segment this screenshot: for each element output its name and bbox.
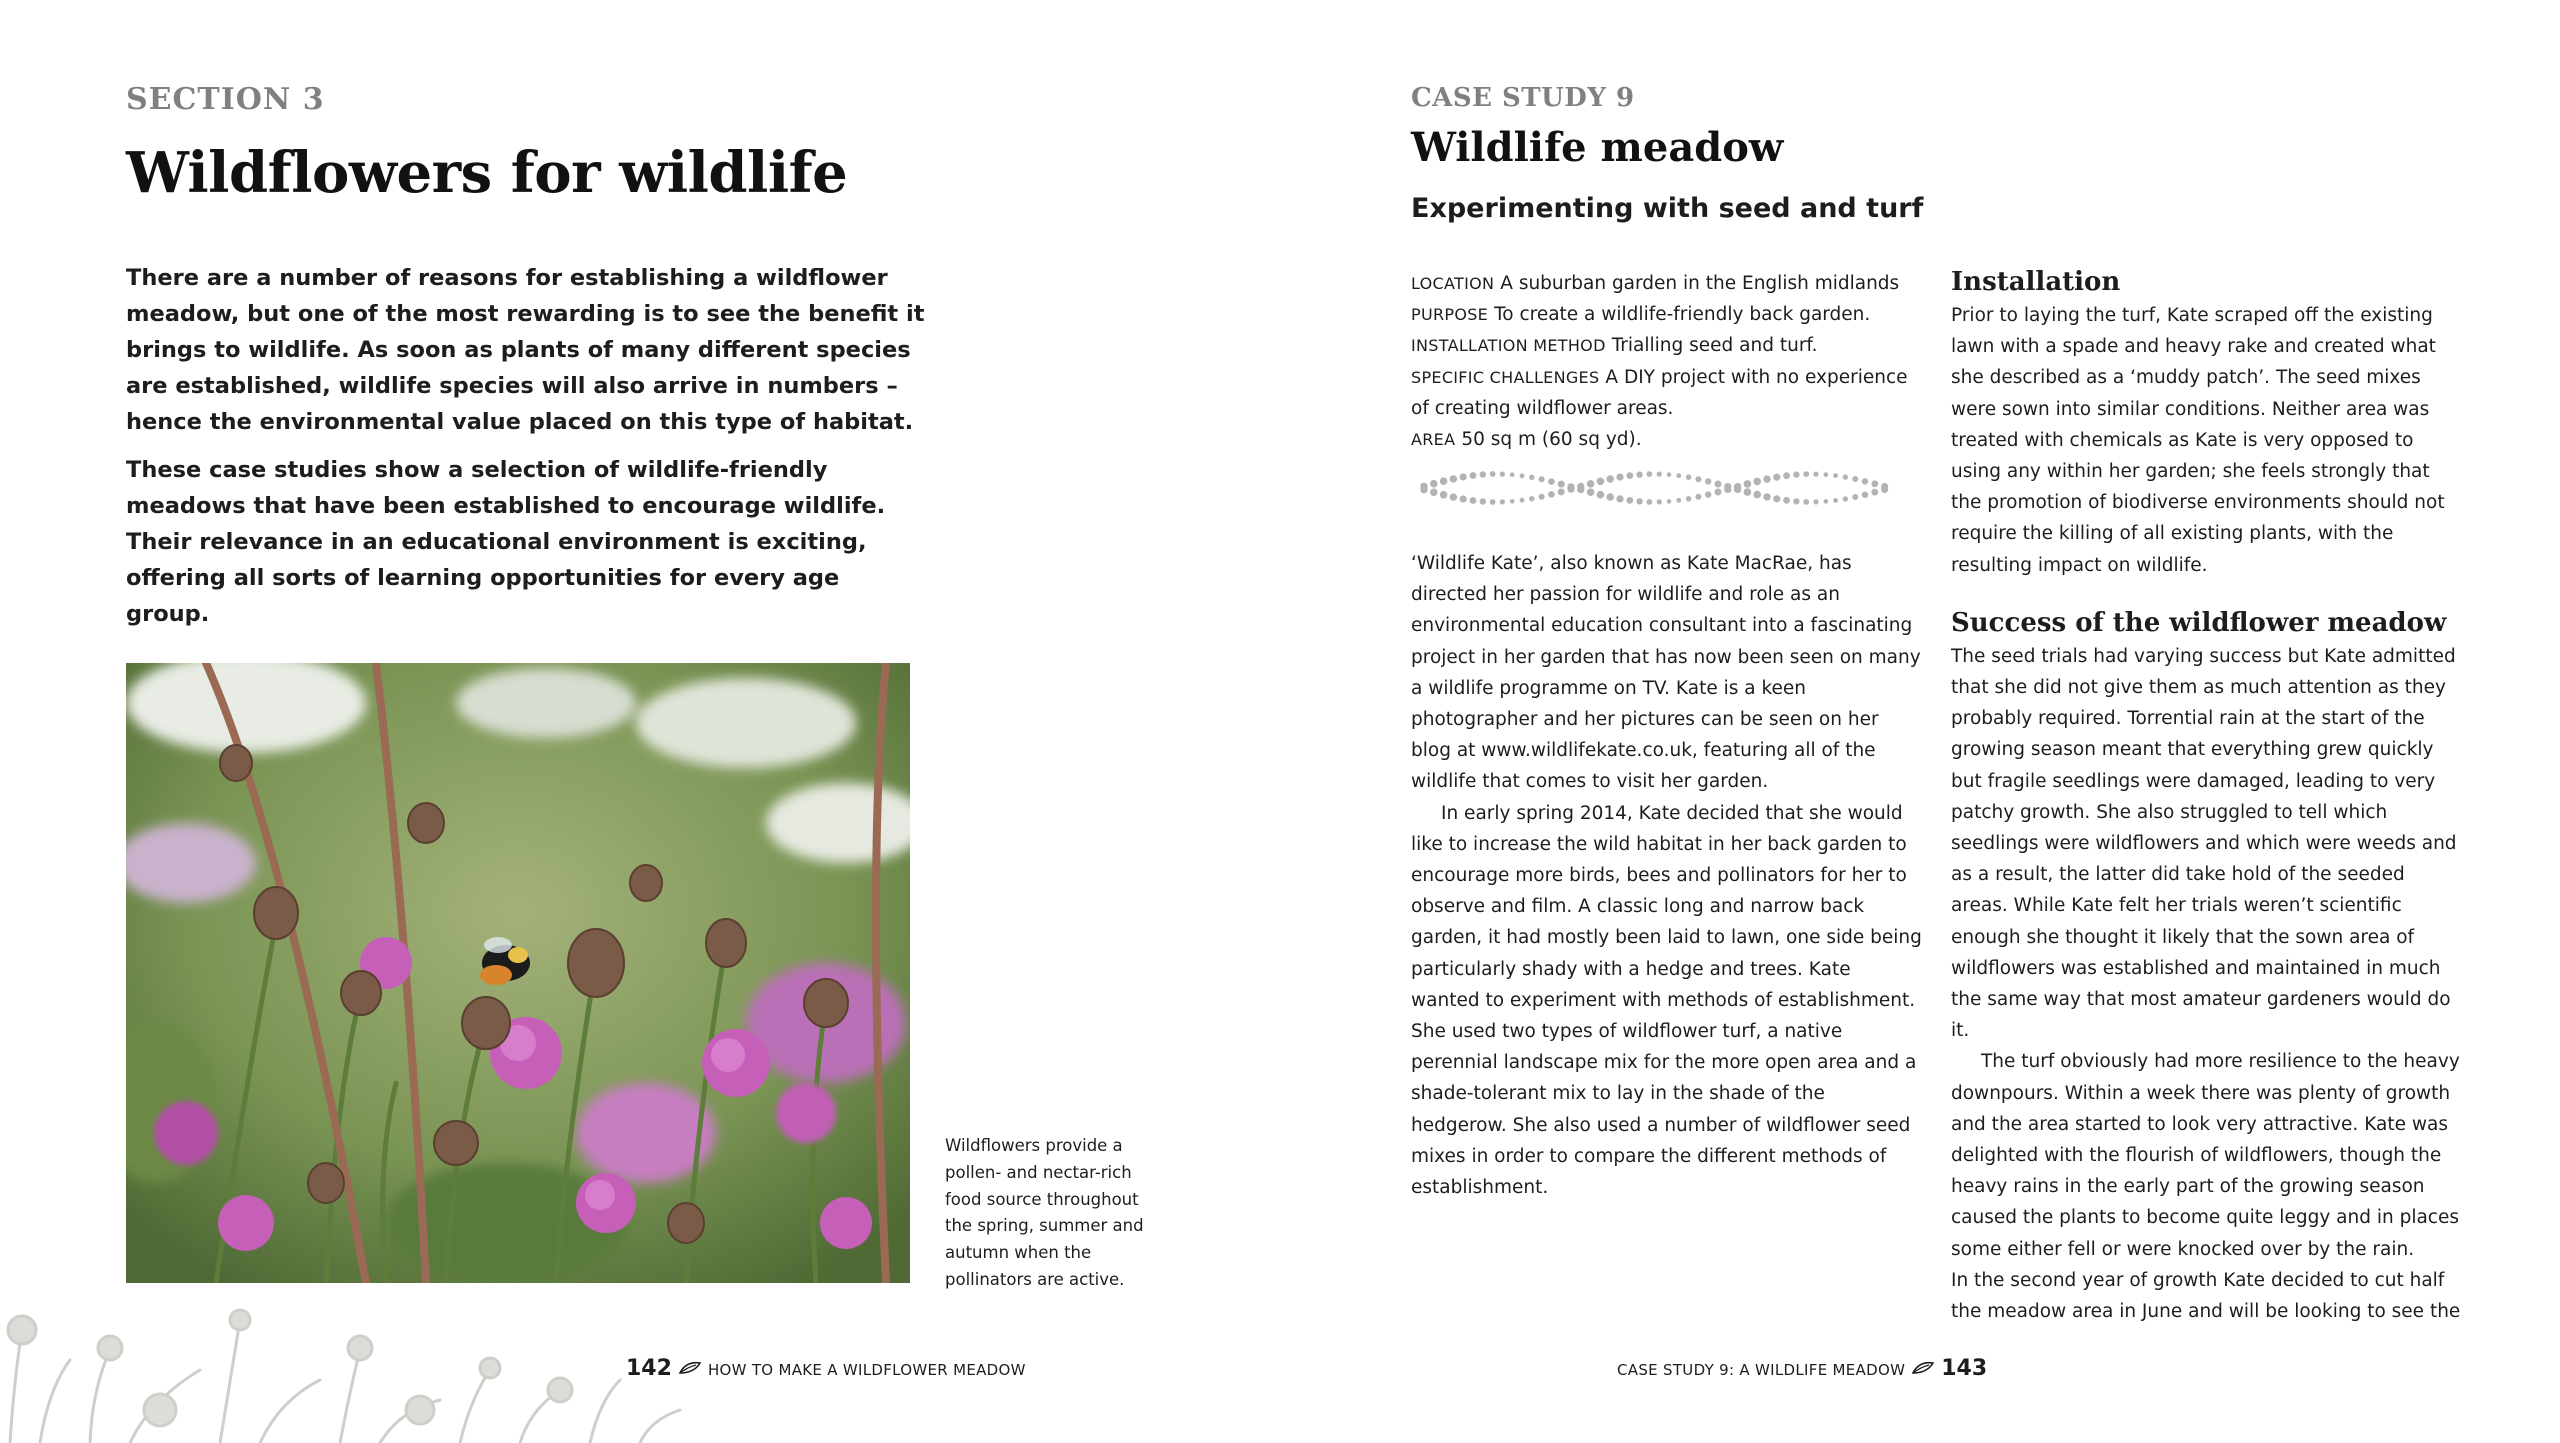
installation-heading: Installation: [1951, 267, 2121, 297]
divider-dot: [1676, 498, 1681, 503]
divider-dot: [1450, 475, 1457, 482]
divider-dot: [1440, 477, 1448, 485]
divider-dot: [1881, 483, 1888, 490]
case-study-subtitle: Experimenting with seed and turf: [1411, 193, 1924, 224]
divider-dot: [1715, 481, 1722, 488]
case-study-label: CASE STUDY 9: [1411, 83, 1635, 113]
fact-label: LOCATION: [1411, 274, 1495, 293]
wavy-dots-divider: [1418, 463, 1890, 513]
fact-location: [1411, 268, 1931, 299]
divider-dot: [1597, 478, 1605, 486]
divider-dot: [1539, 476, 1545, 482]
divider-dot: [1490, 499, 1496, 505]
fact-area: [1411, 424, 1931, 455]
fact-box: [1411, 268, 1931, 455]
divider-dot: [1813, 499, 1818, 504]
success-paragraph: The turf obviously had more resilience to the heavy downpours. Within a week there was plenty of growth and the area started to look very attractive. Kate was delighted with the flourish of wildflowers, though the heavy rains in the early part of the growing season caused the plants to become quite leggy and in places some either fell or were knocked over by the rain.: [1951, 1051, 2460, 1260]
divider-dot: [1862, 492, 1868, 498]
fact-label: PURPOSE: [1411, 305, 1489, 325]
divider-dot: [1813, 472, 1818, 477]
divider-dot: [1843, 474, 1848, 479]
divider-dot: [1695, 476, 1701, 482]
divider-dot: [1607, 475, 1614, 482]
leaf-icon: [678, 1361, 702, 1375]
body-paragraph: In early spring 2014, Kate decided that she would like to increase the wild habitat in her back garden to encourage more birds, bees and pollinators for her to observe and film. A classic long and narrow back garden, it had mostly been laid to lawn, one side being particularly shady with a hedge and trees. Kate wanted to experiment with methods of establishment. She used two types of wildflower turf, a native perennial landscape mix for the more open area and a shade-tolerant mix to lay in the shade of the hedgerow. She also used a number of wildflower seed mixes in order to compare the different methods of establishment.: [1411, 802, 1922, 1199]
fact-specific-challenges: [1411, 362, 1931, 424]
running-footer: CASE STUDY 9: A WILDLIFE MEADOW: [1617, 1361, 1906, 1379]
fact-value: To create a wildlife-friendly back garden.: [1494, 304, 1871, 326]
divider-dot: [1597, 491, 1605, 499]
divider-dot: [1783, 497, 1790, 504]
divider-dot: [1833, 498, 1838, 503]
divider-dot: [1667, 499, 1672, 504]
divider-dot: [1558, 481, 1565, 488]
running-footer: HOW TO MAKE A WILDFLOWER MEADOW: [707, 1361, 1026, 1379]
success-paragraph: In the second year of growth Kate decided to cut half the meadow area in June and will be looking to see the: [1951, 1269, 2461, 1323]
grass-silhouette: [0, 1290, 700, 1443]
divider-dot: [1852, 476, 1858, 482]
divider-dot: [1520, 473, 1525, 478]
divider-dot: [1636, 498, 1642, 504]
leaf-icon: [1911, 1361, 1935, 1375]
divider-dot: [1480, 471, 1486, 477]
divider-dot: [1793, 471, 1799, 477]
divider-dot: [1616, 474, 1623, 481]
divider-dot: [1470, 472, 1477, 479]
divider-dot: [1440, 491, 1448, 499]
fact-value: 50 sq m (60 sq yd).: [1461, 429, 1642, 451]
divider-dot: [1510, 499, 1515, 504]
fact-value: A suburban garden in the English midlands: [1500, 273, 1900, 294]
divider-dot: [1548, 478, 1555, 485]
folio-right: [1617, 1356, 1987, 1381]
divider-dot: [1577, 486, 1584, 493]
divider-dot: [1705, 491, 1711, 497]
divider-dot: [1843, 496, 1848, 501]
intro-text: [126, 260, 926, 644]
fact-label: SPECIFIC CHALLENGES: [1411, 367, 1600, 387]
photo-caption: Wildflowers provide a pollen- and nectar-rich food source throughout the spring, summer and autumn when the pollinators are active.: [945, 1136, 1144, 1289]
wildflower-photo-illustration: [126, 663, 910, 1283]
installation-paragraph: Prior to laying the turf, Kate scraped off the existing lawn with a spade and heavy rake and created what she described as a ‘muddy patch’. The seed mixes were sown into similar conditions. Neither area was treated with chemicals as Kate is very opposed to using any within her garden; she feels strongly that the promotion of biodiverse environments should not require the killing of all existing plants, with the resulting impact on wildlife.: [1951, 305, 2445, 576]
divider-dot: [1616, 495, 1623, 502]
divider-dot: [1548, 491, 1555, 498]
page-title: Wildflowers for wildlife: [126, 140, 848, 206]
divider-dot: [1647, 471, 1653, 477]
divider-dot: [1430, 489, 1438, 497]
body-column-right: [1951, 264, 2461, 1327]
divider-dot: [1803, 499, 1809, 505]
divider-dot: [1705, 478, 1711, 484]
success-paragraph: The seed trials had varying success but Kate admitted that she did not give them as much attention as they probably required. Torrential rain at the start of the growing season meant that everything grew quickly but fragile seedlings were damaged, leading to very patchy growth. She also struggled to tell which seedlings were wildflowers and which were weeds and as a result, the latter did take hold of the seeded areas. While Kate felt her trials weren’t scientific enough she thought it likely that the sown area of wildflowers was established and maintained in much the same way that most amateur gardeners would do it.: [1951, 645, 2457, 1042]
divider-dot: [1763, 475, 1770, 482]
divider-dot: [1833, 473, 1838, 478]
divider-dot: [1724, 486, 1731, 493]
divider-dot: [1763, 493, 1770, 500]
section-label: SECTION 3: [126, 82, 325, 117]
divider-dot: [1871, 480, 1878, 487]
divider-dot: [1500, 499, 1505, 504]
fact-installation-method: [1411, 330, 1931, 361]
divider-dot: [1803, 471, 1809, 477]
divider-dot: [1744, 480, 1752, 488]
divider-dot: [1460, 495, 1467, 502]
divider-dot: [1676, 473, 1681, 478]
divider-dot: [1636, 471, 1642, 477]
divider-dot: [1852, 494, 1858, 500]
divider-dot: [1647, 499, 1653, 505]
divider-dot: [1657, 472, 1662, 477]
divider-dot: [1520, 498, 1525, 503]
divider-dot: [1567, 483, 1574, 490]
intro-paragraph: There are a number of reasons for establishing a wildflower meadow, but one of the most rewarding is to see the benefit it brings to wildlife. As soon as plants of many different species are established, wildlife species will also arrive in numbers – hence the environmental value placed on this type of habitat.: [126, 265, 925, 435]
page-number: 143: [1941, 1356, 1988, 1381]
divider-dot: [1862, 478, 1868, 484]
divider-dot: [1686, 496, 1691, 501]
divider-dot: [1734, 483, 1741, 490]
divider-dot: [1587, 480, 1595, 488]
body-column-left: [1411, 548, 1923, 1203]
divider-dot: [1744, 488, 1752, 496]
divider-dot: [1420, 483, 1427, 490]
divider-dot: [1500, 472, 1505, 477]
divider-dot: [1686, 475, 1691, 480]
divider-dot: [1510, 472, 1515, 477]
divider-dot: [1450, 493, 1457, 500]
divider-dot: [1753, 478, 1761, 486]
divider-dot: [1626, 472, 1633, 479]
divider-dot: [1715, 489, 1722, 496]
page-number: 142: [626, 1356, 672, 1381]
folio-left: [626, 1356, 1026, 1381]
fact-label: INSTALLATION METHOD: [1411, 336, 1606, 356]
divider-dot: [1480, 498, 1486, 504]
case-study-title: Wildlife meadow: [1411, 124, 1784, 171]
divider-dot: [1753, 491, 1761, 499]
fact-value: A DIY project with no experience of creating wildflower areas.: [1411, 366, 1908, 419]
divider-dot: [1470, 497, 1477, 504]
divider-dot: [1824, 499, 1829, 504]
divider-dot: [1529, 496, 1534, 501]
fact-label: AREA: [1411, 430, 1456, 450]
divider-dot: [1626, 497, 1633, 504]
divider-dot: [1607, 493, 1614, 500]
success-heading: Success of the wildflower meadow: [1951, 607, 2447, 638]
divider-dot: [1490, 471, 1496, 477]
body-paragraph: ‘Wildlife Kate’, also known as Kate MacRae, has directed her passion for wildlife and role as an environmental education consultant into a fascinating project in her garden that has now been seen on many a wildlife programme on TV. Kate is a keen photographer and her pictures can be seen on her blog at www.wildlifekate.co.uk, featuring all of the wildlife that comes to visit her garden.: [1411, 553, 1921, 793]
fact-purpose: [1411, 299, 1931, 330]
divider-dot: [1558, 488, 1565, 495]
divider-dot: [1773, 474, 1780, 481]
divider-dot: [1667, 472, 1672, 477]
divider-dot: [1587, 488, 1595, 496]
divider-dot: [1871, 489, 1878, 496]
divider-dot: [1460, 473, 1467, 480]
divider-dot: [1430, 480, 1438, 488]
wildflower-photo: [126, 663, 910, 1283]
divider-dot: [1773, 495, 1780, 502]
fact-value: Trialling seed and turf.: [1611, 335, 1818, 357]
intro-paragraph: These case studies show a selection of wildlife-friendly meadows that have been established to encourage wildlife. Their relevance in an educational environment is exciting, offering all sorts of learning opportunities for every age group.: [126, 457, 886, 627]
divider-dot: [1695, 494, 1701, 500]
divider-dot: [1539, 494, 1545, 500]
divider-dot: [1793, 498, 1799, 504]
divider-dot: [1824, 472, 1829, 477]
divider-dot: [1657, 499, 1662, 504]
divider-dot: [1529, 475, 1534, 480]
divider-dot: [1783, 472, 1790, 479]
